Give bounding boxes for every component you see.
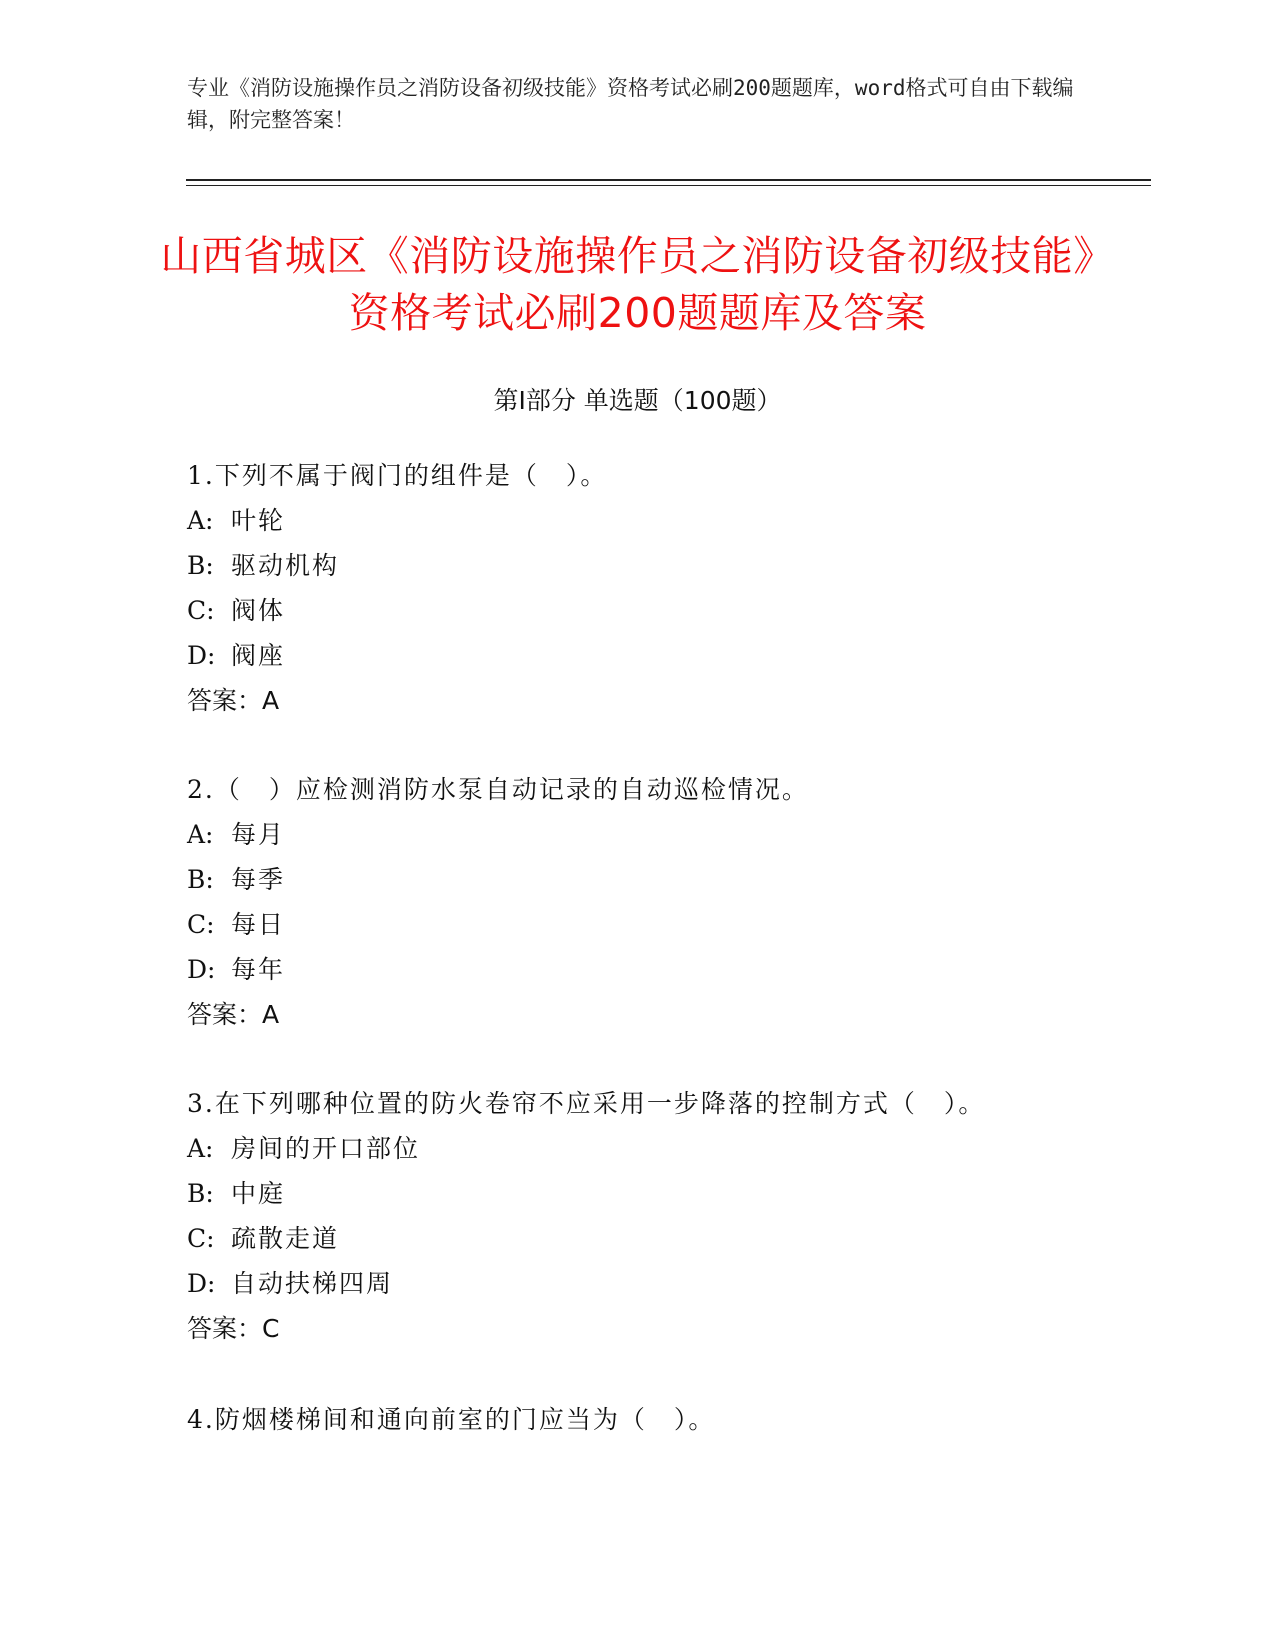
option-key: A: — [187, 820, 214, 849]
option-key: A: — [187, 506, 214, 535]
option-text: 阀体 — [231, 596, 286, 625]
option-key: D: — [187, 1269, 216, 1298]
option-line — [187, 947, 1187, 992]
option-key: D: — [187, 641, 216, 670]
question-block — [187, 1081, 1187, 1351]
option-text: 叶轮 — [231, 506, 286, 535]
option-text: 每日 — [231, 910, 286, 939]
option-key: B: — [187, 551, 214, 580]
option-line — [187, 1171, 1187, 1216]
question-stem: 3.在下列哪种位置的防火卷帘不应采用一步降落的控制方式（ ）。 — [187, 1089, 986, 1118]
option-key: A: — [187, 1134, 214, 1163]
option-line — [187, 1126, 1187, 1171]
option-key: D: — [187, 955, 216, 984]
document-title: 山西省城区《消防设施操作员之消防设备初级技能》资格考试必刷200题题库及答案 — [160, 232, 1115, 337]
option-text: 每月 — [231, 820, 286, 849]
option-line — [187, 1261, 1187, 1306]
option-key: B: — [187, 1179, 214, 1208]
answer-line: 答案：A — [187, 1000, 280, 1029]
answer-line: 答案：A — [187, 686, 280, 715]
option-line — [187, 588, 1187, 633]
option-text: 阀座 — [231, 641, 286, 670]
option-line — [187, 1216, 1187, 1261]
option-key: C: — [187, 910, 215, 939]
option-text: 每年 — [231, 955, 286, 984]
header-divider — [186, 179, 1151, 181]
option-text: 自动扶梯四周 — [231, 1269, 394, 1298]
option-line — [187, 498, 1187, 543]
header-divider-thin — [186, 185, 1151, 186]
question-stem: 2.（ ）应检测消防水泵自动记录的自动巡检情况。 — [187, 775, 809, 804]
option-line — [187, 812, 1187, 857]
option-line — [187, 543, 1187, 588]
question-block — [187, 453, 1187, 723]
option-text: 驱动机构 — [231, 551, 340, 580]
option-line — [187, 857, 1187, 902]
option-text: 疏散走道 — [231, 1224, 340, 1253]
question-block — [187, 1397, 1187, 1442]
option-text: 每季 — [231, 865, 286, 894]
option-key: B: — [187, 865, 214, 894]
question-block — [187, 767, 1187, 1037]
section-title: 第Ⅰ部分 单选题（100题） — [493, 386, 782, 415]
option-key: C: — [187, 1224, 215, 1253]
option-line — [187, 902, 1187, 947]
answer-line: 答案：C — [187, 1314, 280, 1343]
option-text: 房间的开口部位 — [231, 1134, 421, 1163]
option-line — [187, 633, 1187, 678]
option-key: C: — [187, 596, 215, 625]
header-note: 专业《消防设施操作员之消防设备初级技能》资格考试必刷200题题库，word格式可自由下载编辑，附完整答案！ — [187, 76, 1074, 132]
option-text: 中庭 — [231, 1179, 286, 1208]
question-stem: 4.防烟楼梯间和通向前室的门应当为（ ）。 — [187, 1405, 716, 1434]
question-stem: 1.下列不属于阀门的组件是（ ）。 — [187, 461, 608, 490]
